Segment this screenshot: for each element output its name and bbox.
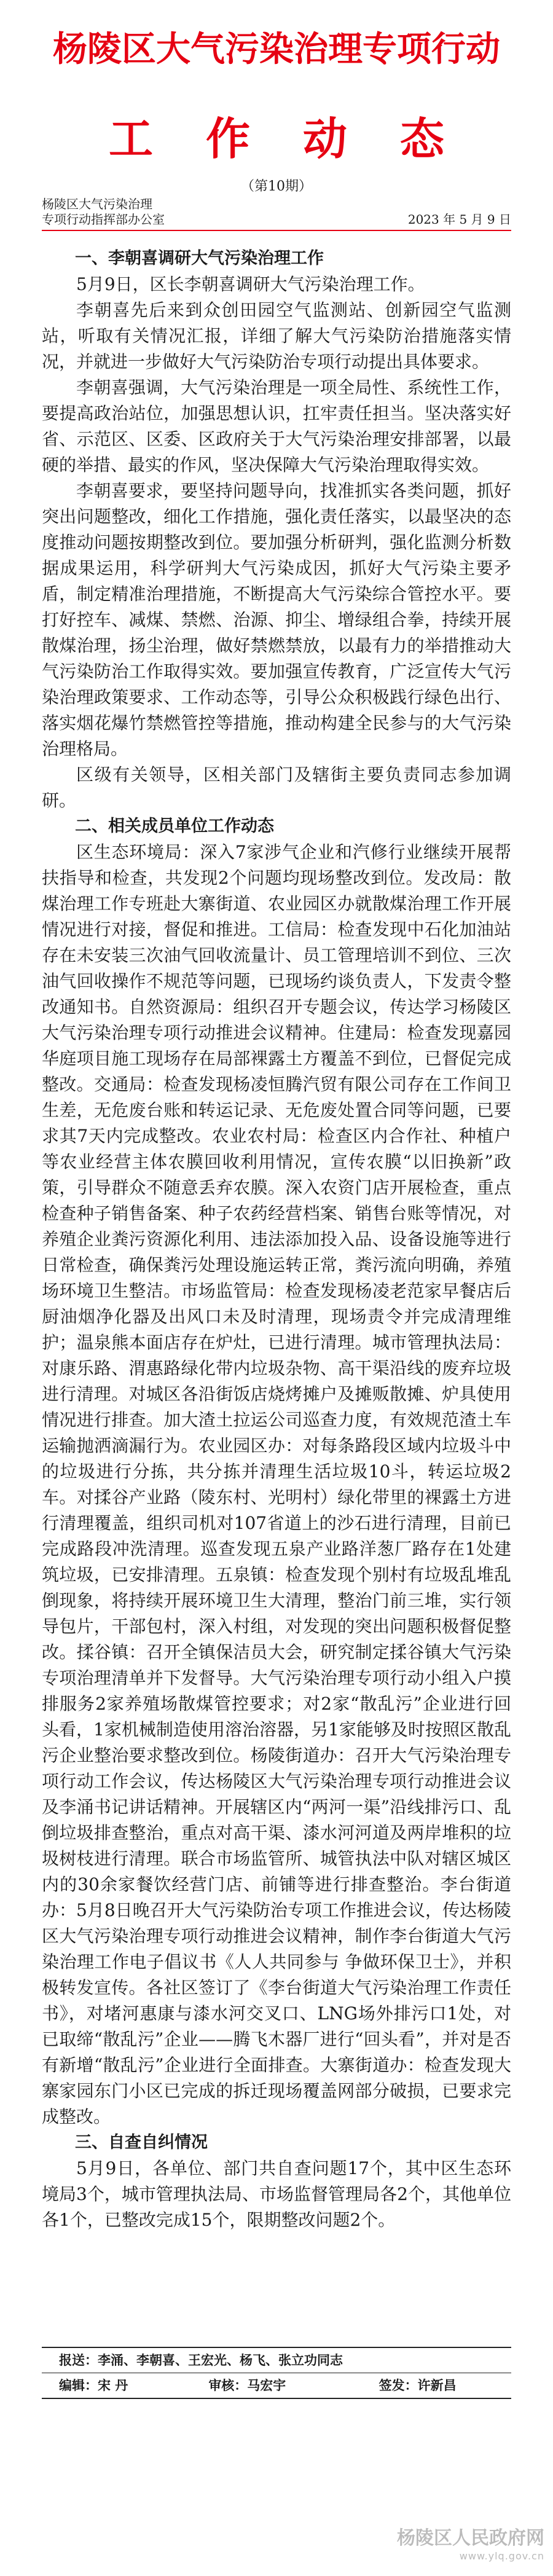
- issuer: 签发：许新昌: [378, 2378, 457, 2393]
- section-heading: 二、相关成员单位工作动态: [75, 817, 274, 836]
- section-1: [42, 246, 511, 814]
- issuing-office-line-1: 杨陵区大气污染治理: [42, 197, 152, 211]
- issue-number: （第10期）: [241, 179, 312, 194]
- paragraph: 5月9日，各单位、部门共自查问题17个，其中区生态环境局3个，城市管理执法局、市场监督管理局各2个，其他单位各1个，已整改完成15个，限期整改问题2个。: [42, 2158, 511, 2230]
- report-to: 报送：李涌、李朝喜、王宏光、杨飞、张立功同志: [59, 2353, 343, 2368]
- paragraph: 李朝喜强调，大气污染治理是一项全局性、系统性工作，要提高政治站位，加强思想认识，扛牢责任担当。坚决落实好省、示范区、区委、区政府关于大气污染治理安排部署，以最硬的举措、最实的作风，坚决保障大气污染治理取得实效。: [42, 377, 511, 475]
- report-to-line: [42, 2348, 511, 2373]
- document-title: 杨陵区大气污染治理专项行动: [53, 29, 500, 69]
- issue-date: 2023 年 5 月 9 日: [407, 212, 511, 227]
- section-heading: 一、李朝喜调研大气污染治理工作: [75, 249, 324, 268]
- watermark-site-name: 杨陵区人民政府网: [397, 2527, 544, 2549]
- paragraph: 李朝喜要求，要坚持问题导向，找准抓实各类问题，抓好突出问题整改，细化工作措施，强化责任落实，以最坚决的态度推动问题按期整改到位。要加强分析研判，强化监测分析数据成果运用，科学研判大气污染成因，抓好大气污染主要矛盾，制定精准治理措施，不断提高大气污染综合管控水平。要打好控车、减煤、禁燃、治源、抑尘、增绿组合拳，持续开展散煤治理，扬尘治理，做好禁燃禁放，以最有力的举措推动大气污染防治工作取得实效。要加强宣传教育，广泛宣传大气污染治理政策要求、工作动态等，引导公众积极践行绿色出行、落实烟花爆竹禁燃管控等措施，推动构建全民参与的大气污染治理格局。: [42, 481, 511, 759]
- paragraph: 区级有关领导，区相关部门及辖街主要负责同志参加调研。: [42, 764, 511, 811]
- document-subtitle: 工作动态: [108, 112, 497, 165]
- issuing-office: [42, 197, 165, 227]
- site-watermark: [397, 2527, 544, 2562]
- paragraph: 李朝喜先后来到众创田园空气监测站、创新园空气监测站，听取有关情况汇报，详细了解大气污染防治措施落实情况，并就进一步做好大气污染防治专项行动提出具体要求。: [42, 300, 511, 372]
- document-footer: [42, 2347, 511, 2399]
- watermark-url: www.ylq.gov.cn: [459, 2550, 544, 2562]
- footer-divider-bottom: [42, 2398, 511, 2399]
- paragraph: 区生态环境局：深入7家涉气企业和汽修行业继续开展帮扶指导和检查，共发现2个问题均现场整改到位。发改局：散煤治理工作专班赴大寨街道、农业园区办就散煤治理工作开展情况进行对接，督促和推进。工信局：检查发现中石化加油站存在未安装三次油气回收流量计、员工管理培训不到位、三次油气回收操作不规范等问题，已现场约谈负责人，下发责令整改通知书。自然资源局：组织召开专题会议，传达学习杨陵区大气污染治理专项行动推进会议精神。住建局：检查发现嘉园华庭项目施工现场存在局部裸露土方覆盖不到位，已督促完成整改。交通局：检查发现杨凌恒腾汽贸有限公司存在工作间卫生差，无危废台账和转运记录、无危废处置合同等问题，已要求其7天内完成整改。农业农村局：检查区内合作社、种植户等农业经营主体农膜回收利用情况，宣传农膜“以旧换新”政策，引导群众不随意丢弃农膜。深入农资门店开展检查，重点检查种子销售备案、种子农药经营档案、销售台账等情况，对养殖企业粪污资源化利用、违法添加投入品、设备设施等进行日常检查，确保粪污处理设施运转正常，粪污流向明确，养殖场环境卫生整洁。市场监管局：检查发现杨凌老范家早餐店后厨油烟净化器及出风口未及时清理，现场责令并完成清理维护；温泉熊本面店存在炉灶，已进行清理。城市管理执法局：对康乐路、渭惠路绿化带内垃圾杂物、高干渠沿线的废弃垃圾进行清理。对城区各沿街饭店烧烤摊户及摊贩散摊、炉具使用情况进行排查。加大渣土拉运公司巡查力度，有效规范渣土车运输抛洒滴漏行为。农业园区办：对每条路段区域内垃圾斗中的垃圾进行分拣，共分拣并清理生活垃圾10斗，转运垃圾2车。对揉谷产业路（陵东村、光明村）绿化带里的裸露土方进行清理覆盖，组织司机对107省道上的沙石进行清理，目前已完成路段冲洗清理。巡查发现五泉产业路洋葱厂路存在1处建筑垃圾，已安排清理。五泉镇：检查发现个别村有垃圾乱堆乱倒现象，将持续开展环境卫生大清理，整治门前三堆，实行领导包片，干部包村，深入村组，对发现的突出问题积极督促整改。揉谷镇：召开全镇保洁员大会，研究制定揉谷镇大气污染专项治理清单并下发督导。大气污染治理专项行动小组入户摸排服务2家养殖场散煤管控要求；对2家“散乱污”企业进行回头看，1家机械制造使用溶治溶器，另1家能够及时按照区散乱污企业整治要求整改到位。杨陵街道办：召开大气污染治理专项行动工作会议，传达杨陵区大气污染治理专项行动推进会议及李涌书记讲话精神。开展辖区内“两河一渠”沿线排污口、乱倒垃圾排查整治，重点对高干渠、漆水河河道及两岸堆积的垃圾树枝进行清理。联合市场监管所、城管执法中队对辖区城区内的30余家餐饮经营门店、前铺等进行排查整治。李台街道办：5月8日晚召开大气污染防治专项工作推进会议，传达杨陵区大气污染治理专项行动推进会议精神，制作李台街道大气污染治理工作电子倡议书《人人共同参与 争做环保卫士》，并积极转发宣传。各社区签订了《李台街道大气污染治理工作责任书》，对堵河惠康与漆水河交叉口、LNG场外排污口1处，对已取缔“散乱污”企业——腾飞木器厂进行“回头看”，并对是否有新增“散乱污”企业进行全面排查。大寨街道办：检查发现大寨家园东门小区已完成的拆迁现场覆盖网部分破损，已要求完成整改。: [42, 842, 511, 2127]
- document-page: [42, 0, 511, 2576]
- section-heading: 三、自查自纠情况: [75, 2133, 208, 2152]
- section-2: [42, 814, 511, 2130]
- paragraph: 5月9日，区长李朝喜调研大气污染治理工作。: [76, 274, 425, 294]
- issuing-office-line-2: 专项行动指挥部办公室: [42, 212, 165, 227]
- editor: 编辑：宋 丹: [59, 2378, 128, 2393]
- sign-off-line: [42, 2373, 511, 2398]
- header-divider: [42, 230, 511, 231]
- document-body: [42, 246, 511, 2399]
- section-3: [42, 2130, 511, 2233]
- reviewer: 审核：马宏宇: [208, 2378, 286, 2393]
